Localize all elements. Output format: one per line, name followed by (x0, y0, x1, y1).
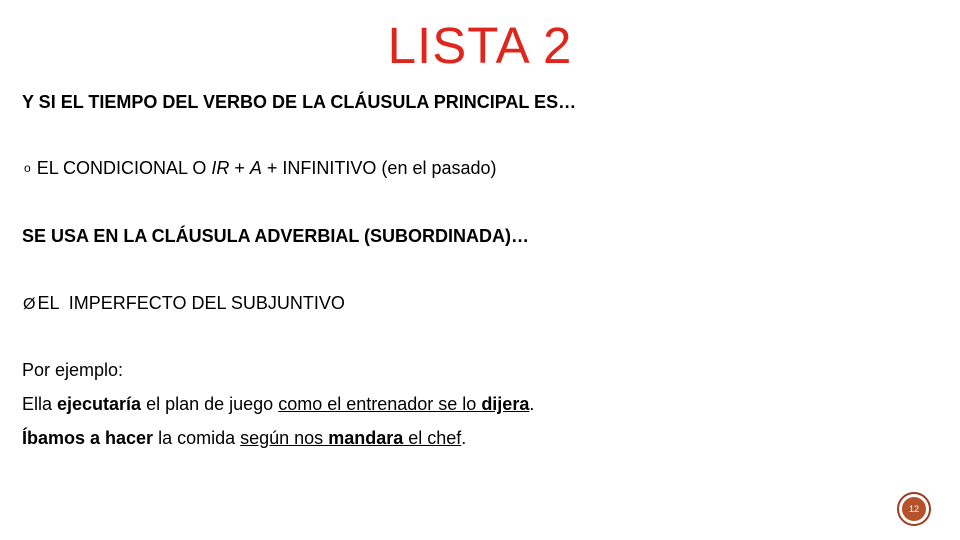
example1-subjunctive: dijera (481, 394, 530, 414)
heading-main-clause: Y SI EL TIEMPO DEL VERBO DE LA CLÁUSULA PRINCIPAL ES… (22, 92, 577, 112)
example2-conjunction-end: el chef (403, 428, 462, 448)
bullet-text-plus: + (229, 158, 250, 178)
example2-part2: la comida (153, 428, 241, 448)
bullet-imperfecto (23, 292, 345, 316)
example-sentence-1 (22, 393, 534, 415)
bullet-text-a: A (249, 158, 262, 178)
page-number: 12 (902, 497, 926, 521)
example2-conjunction: según nos (240, 428, 329, 448)
example-label: Por ejemplo: (22, 360, 124, 380)
bullet-text-ir: IR (211, 158, 230, 178)
example1-part2: el plan de juego (141, 394, 279, 414)
bullet-text-suffix: + INFINITIVO (en el pasado) (261, 158, 497, 178)
example1-conjunction: como el entrenador se lo (278, 394, 482, 414)
example2-verb: Íbamos a hacer (22, 428, 154, 448)
example1-part1: Ella (22, 394, 58, 414)
example2-subjunctive: mandara (328, 428, 404, 448)
bullet-text-prefix: EL CONDICIONAL O (36, 158, 212, 178)
bullet-imperfecto-text: EL IMPERFECTO DEL SUBJUNTIVO (37, 293, 345, 313)
bullet-condicional (24, 157, 497, 179)
circle-bullet-icon: o (24, 161, 31, 175)
slide-title: LISTA 2 (387, 17, 573, 74)
example-sentence-2 (22, 427, 466, 449)
arrow-bullet-icon: Ø (23, 296, 36, 313)
example1-end: . (529, 394, 535, 414)
heading-adverbial-clause: SE USA EN LA CLÁUSULA ADVERBIAL (SUBORDINADA)… (22, 226, 530, 246)
page-number-badge (897, 492, 931, 526)
example1-verb: ejecutaría (57, 394, 142, 414)
example2-end: . (461, 428, 467, 448)
